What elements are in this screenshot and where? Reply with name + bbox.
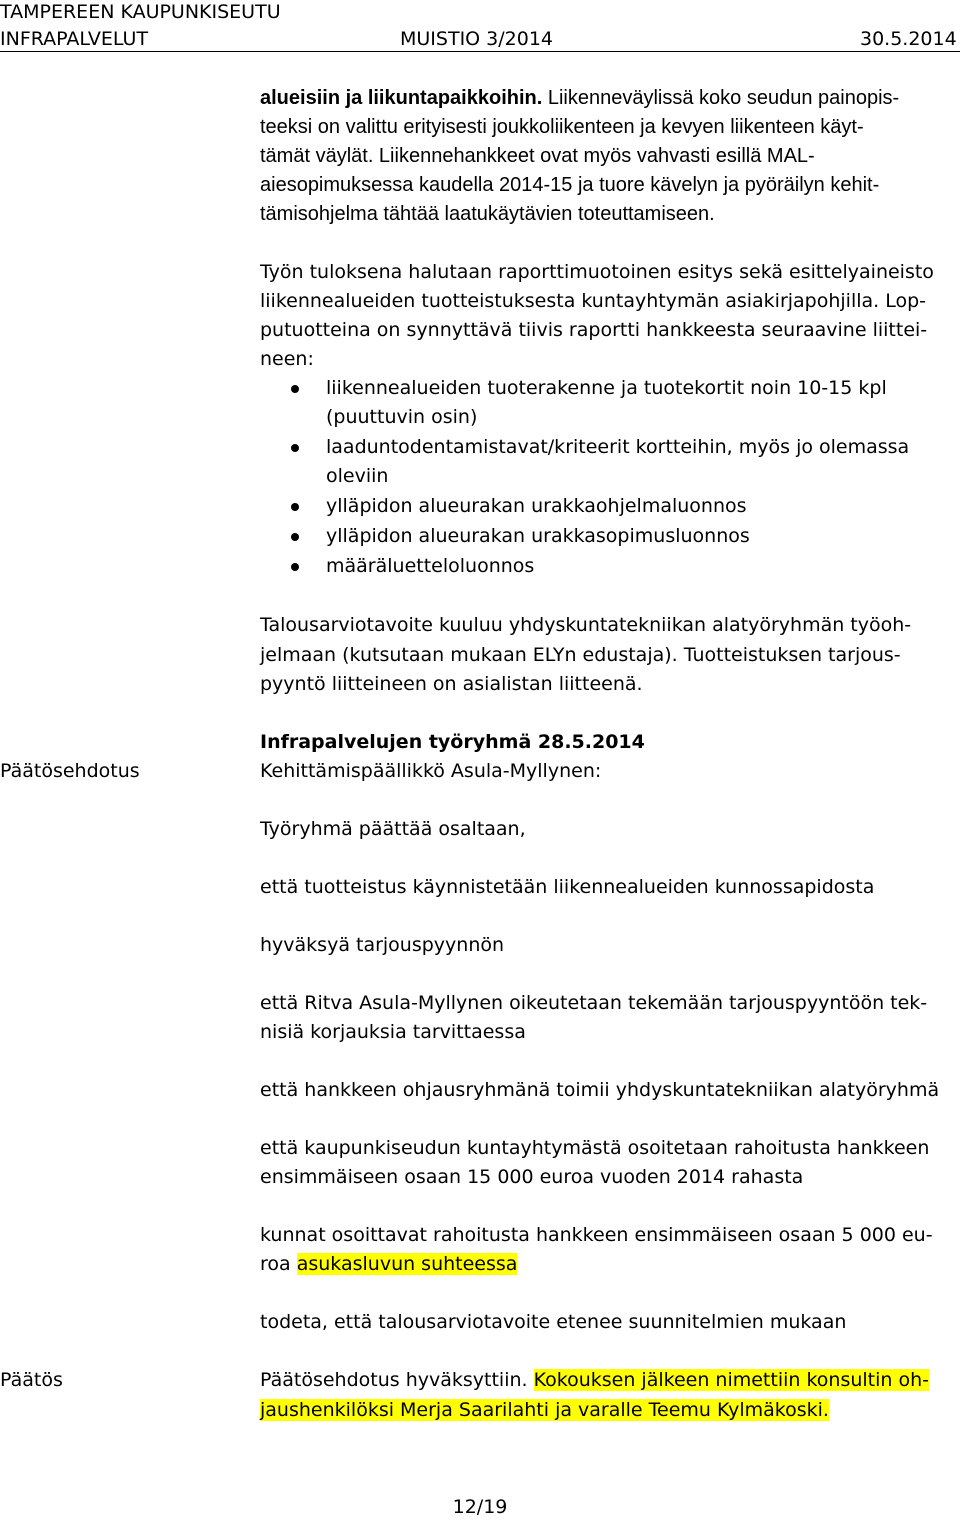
highlighted-text: asukasluvun suhteessa: [296, 1253, 518, 1275]
result-line-1: Työn tuloksena halutaan raporttimuotoinen esitys sekä esittelyaineisto: [260, 261, 934, 283]
memo-date: 30.5.2014: [860, 28, 957, 50]
list-item: liikennealueiden tuoterakenne ja tuotekortit noin 10-15 kpl: [326, 377, 887, 399]
proposal-item-3-line-2: nisiä korjauksia tarvittaessa: [260, 1021, 526, 1043]
proposal-item-6-line-1: kunnat osoittavat rahoitusta hankkeen ensimmäiseen osaan 5 000 eu-: [260, 1224, 933, 1246]
list-item: määräluetteloluonnos: [326, 555, 535, 577]
budget-line-1: Talousarviotavoite kuuluu yhdyskuntatekniikan alatyöryhmän työoh-: [260, 614, 912, 636]
budget-line-2: jelmaan (kutsutaan mukaan ELYn edustaja). Tuotteistuksen tarjous-: [260, 644, 901, 666]
proposal-item-5-line-2: ensimmäiseen osaan 15 000 euroa vuoden 2014 rahasta: [260, 1166, 804, 1188]
unit-name: INFRAPALVELUT: [0, 28, 149, 50]
bullet-dot: [291, 503, 299, 511]
list-item: ylläpidon alueurakan urakkasopimusluonnos: [326, 525, 750, 547]
intro-line-1: alueisiin ja liikuntapaikkoihin. Liikenneväylissä koko seudun painopis-: [260, 87, 900, 109]
proposal-intro: Työryhmä päättää osaltaan,: [260, 818, 526, 840]
budget-line-3: pyyntö liitteineen on asialistan liitteenä.: [260, 673, 643, 695]
decision-line-2: [260, 1396, 829, 1425]
memo-number: MUISTIO 3/2014: [400, 28, 554, 50]
proposal-item-2: hyväksyä tarjouspyynnön: [260, 934, 505, 956]
bullet-dot: [291, 533, 299, 541]
list-item-continuation: (puuttuvin osin): [326, 406, 478, 428]
list-item: ylläpidon alueurakan urakkaohjelmaluonnos: [326, 495, 747, 517]
organization-name: TAMPEREEN KAUPUNKISEUTU: [0, 1, 281, 23]
intro-line-4: aiesopimuksessa kaudella 2014-15 ja tuore kävelyn ja pyöräilyn kehit-: [260, 174, 880, 196]
list-item-continuation: oleviin: [326, 465, 389, 487]
working-group-heading: Infrapalvelujen työryhmä 28.5.2014: [260, 731, 645, 753]
proposal-item-6-line-2: roa asukasluvun suhteessa: [260, 1253, 518, 1275]
bullet-dot: [291, 385, 299, 393]
result-line-4: neen:: [260, 348, 314, 370]
intro-line-3: tämät väylät. Liikennehankkeet ovat myös vahvasti esillä MAL-: [260, 145, 815, 167]
bullet-dot: [291, 563, 299, 571]
proposal-item-5-line-1: että kaupunkiseudun kuntayhtymästä osoitetaan rahoitusta hankkeen: [260, 1137, 930, 1159]
proposal-item-7: todeta, että talousarviotavoite etenee suunnitelmien mukaan: [260, 1311, 847, 1333]
highlighted-text: jaushenkilöksi Merja Saarilahti ja varalle Teemu Kylmäkoski.: [260, 1399, 829, 1421]
bullet-dot: [291, 444, 299, 452]
decision-label: Päätös: [0, 1369, 63, 1391]
presenter-line: Kehittämispäällikkö Asula-Myllynen:: [260, 760, 602, 782]
page-number: 12/19: [452, 1496, 508, 1518]
result-line-2: liikennealueiden tuotteistuksesta kuntayhtymän asiakirjapohjilla. Lop-: [260, 290, 927, 312]
proposal-item-1: että tuotteistus käynnistetään liikennealueiden kunnossapidosta: [260, 876, 875, 898]
proposal-item-4: että hankkeen ohjausryhmänä toimii yhdyskuntatekniikan alatyöryhmä: [260, 1079, 940, 1101]
intro-line-2: teeksi on valittu erityisesti joukkoliikenteen ja kevyen liikenteen käyt-: [260, 116, 864, 138]
list-item: laaduntodentamistavat/kriteerit kortteihin, myös jo olemassa: [326, 436, 910, 458]
header-rule: [0, 51, 960, 52]
result-line-3: putuotteina on synnyttävä tiivis raportti hankkeesta seuraavine liittei-: [260, 319, 928, 341]
proposal-label: Päätösehdotus: [0, 760, 140, 782]
decision-line-1: Päätösehdotus hyväksyttiin. Kokouksen jälkeen nimettiin konsultin oh-: [260, 1369, 930, 1391]
highlighted-text: Kokouksen jälkeen nimettiin konsultin oh-: [533, 1369, 930, 1391]
proposal-item-3-line-1: että Ritva Asula-Myllynen oikeutetaan tekemään tarjouspyyntöön tek-: [260, 992, 928, 1014]
intro-line-5: tämisohjelma tähtää laatukäytävien toteuttamiseen.: [260, 203, 715, 225]
